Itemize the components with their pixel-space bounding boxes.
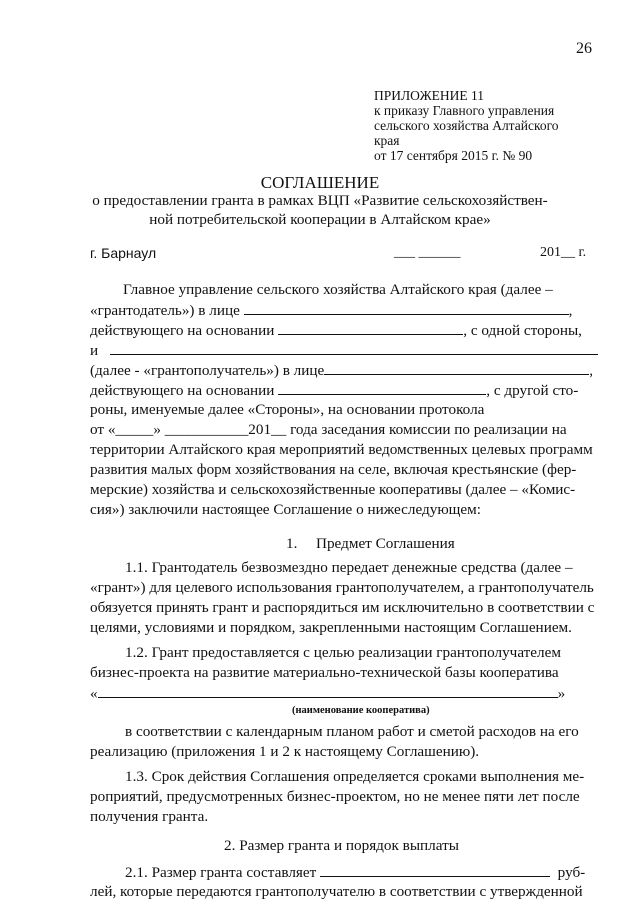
clause-line: реализацию (приложения 1 и 2 к настоящему Соглашению). bbox=[90, 743, 480, 760]
clause-line: бизнес-проекта на развитие материально-технической базы кооператива bbox=[90, 664, 559, 681]
grant-amount-blank bbox=[320, 862, 550, 877]
section-title: Предмет Соглашения bbox=[316, 535, 455, 552]
document-title: СОГЛАШЕНИЕ bbox=[260, 173, 380, 192]
body-line: мерские) хозяйства и сельскохозяйственные кооперативы (далее – «Комис- bbox=[90, 481, 576, 498]
section-title: 2. Размер гранта и порядок выплаты bbox=[224, 837, 459, 854]
document-subtitle: ной потребительской кооперации в Алтайском крае» bbox=[149, 211, 491, 228]
appendix-line: от 17 сентября 2015 г. № 90 bbox=[374, 148, 533, 163]
body-line: «грантодатель») в лице , bbox=[90, 302, 573, 319]
clause-line: обязуется принять грант и распорядиться им исключительно в соответствии с bbox=[90, 599, 595, 616]
body-line: действующего на основании , с другой сто- bbox=[90, 382, 579, 399]
cooperative-name-blank bbox=[98, 683, 558, 698]
body-line: развития малых форм хозяйствования на селе, включая крестьянские (фер- bbox=[90, 461, 577, 478]
clause-line: 2.1. Размер гранта составляет руб- bbox=[125, 864, 586, 881]
date-field: ___ ______ bbox=[394, 245, 461, 260]
appendix-line: края bbox=[374, 133, 400, 148]
clause-line: 1.1. Грантодатель безвозмездно передает денежные средства (далее – bbox=[125, 559, 573, 576]
year-field: 201__ г. bbox=[540, 245, 587, 260]
recipient-basis-blank bbox=[278, 380, 486, 395]
document-subtitle: о предоставлении гранта в рамках ВЦП «Развитие сельскохозяйствен- bbox=[92, 192, 548, 209]
body-line: (далее - «грантополучатель») в лице , bbox=[90, 362, 594, 379]
appendix-title: ПРИЛОЖЕНИЕ 11 bbox=[374, 88, 485, 103]
page-number: 26 bbox=[576, 40, 592, 57]
body-line: сия») заключили настоящее Соглашение о нижеследующем: bbox=[90, 501, 481, 518]
clause-line: 1.3. Срок действия Соглашения определяется сроками выполнения ме- bbox=[125, 768, 585, 785]
body-line: территории Алтайского края мероприятий ведомственных целевых программ bbox=[90, 441, 593, 458]
clause-line: в соответствии с календарным планом работ и сметой расходов на его bbox=[125, 723, 579, 740]
body-line: от «_____» ___________201__ года заседания комиссии по реализации на bbox=[90, 421, 567, 438]
clause-line: роприятий, предусмотренных бизнес-проектом, но не менее пяти лет после bbox=[90, 788, 580, 805]
basis-blank bbox=[278, 320, 463, 335]
body-line: действующего на основании , с одной стороны, bbox=[90, 322, 582, 339]
body-line: и bbox=[90, 340, 598, 361]
clause-line: лей, которые передаются грантополучателю в соответствии с утвержденной bbox=[90, 883, 583, 900]
recipient-blank bbox=[110, 340, 598, 355]
representative-blank bbox=[244, 300, 569, 315]
recipient-representative-blank bbox=[324, 360, 589, 375]
appendix-line: к приказу Главного управления bbox=[374, 103, 555, 118]
clause-line: целями, условиями и порядком, закрепленными настоящим Соглашением. bbox=[90, 619, 572, 636]
body-line: роны, именуемые далее «Стороны», на основании протокола bbox=[90, 401, 485, 418]
clause-line: «грант») для целевого использования грантополучателем, а грантополучатель bbox=[90, 579, 594, 596]
field-caption: (наименование кооператива) bbox=[292, 705, 430, 716]
cooperative-name-line: « » bbox=[90, 685, 566, 702]
place-label: г. Барнаул bbox=[90, 245, 157, 261]
section-number: 1. bbox=[286, 535, 298, 552]
appendix-line: сельского хозяйства Алтайского bbox=[374, 118, 559, 133]
clause-line: 1.2. Грант предоставляется с целью реализации грантополучателем bbox=[125, 644, 561, 661]
clause-line: получения гранта. bbox=[90, 808, 209, 825]
body-line: Главное управление сельского хозяйства Алтайского края (далее – bbox=[123, 281, 553, 298]
